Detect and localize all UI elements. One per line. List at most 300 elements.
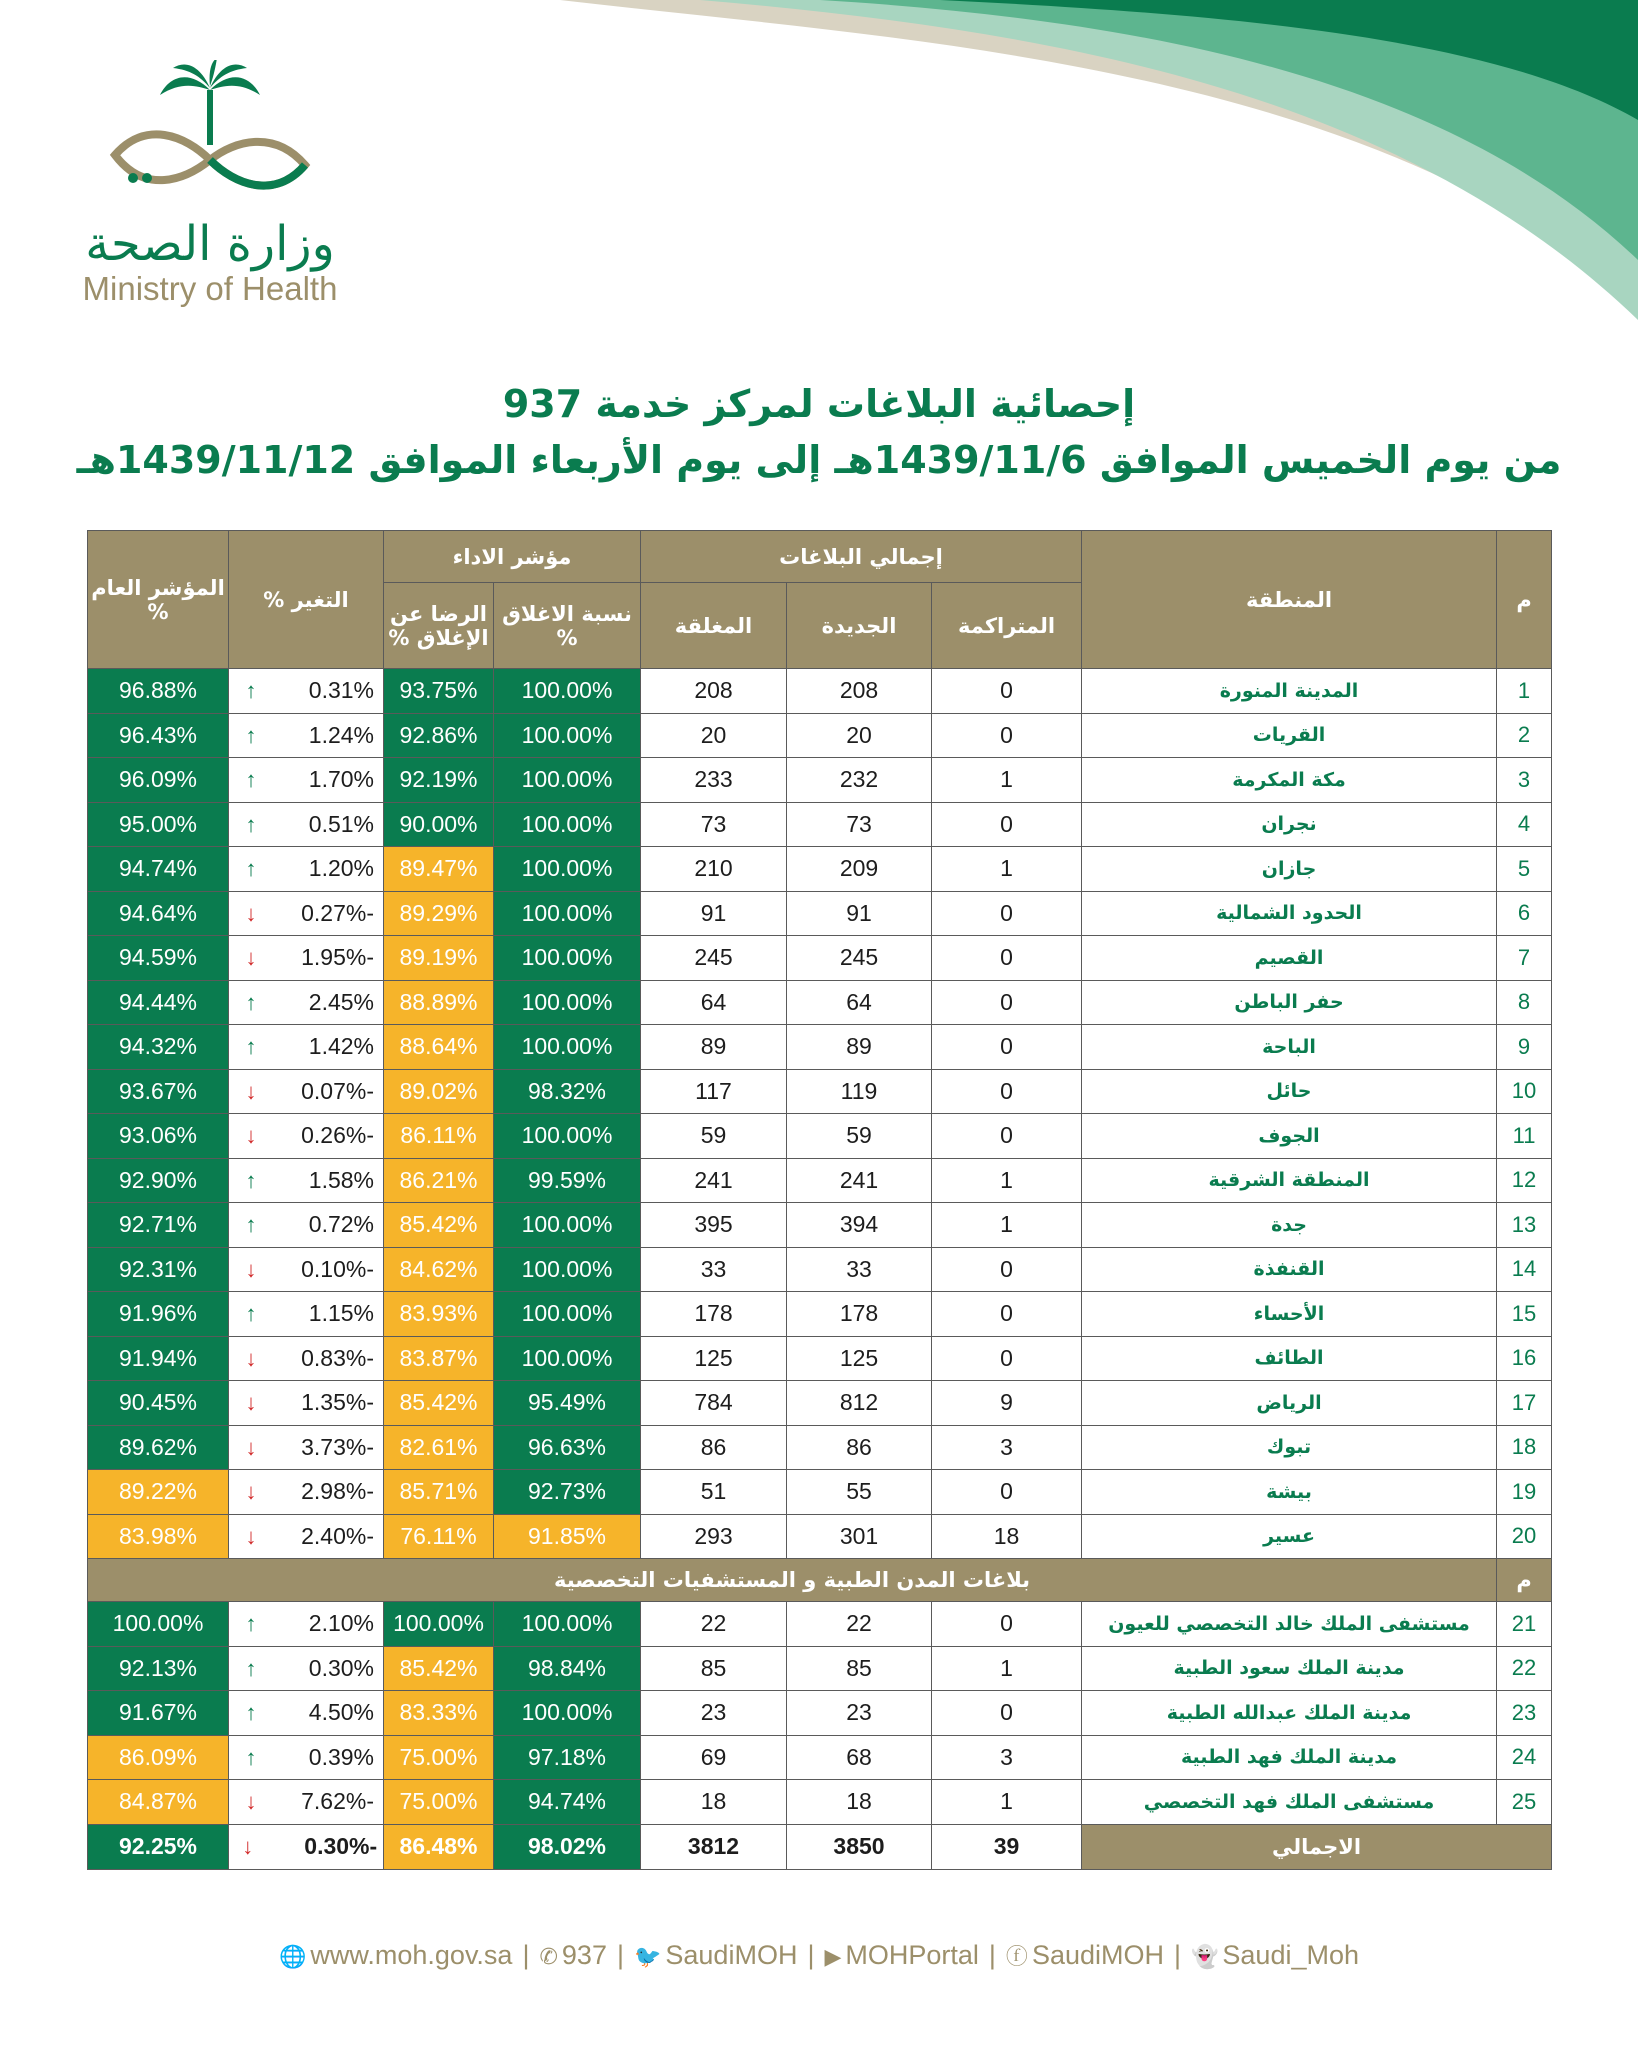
closing-rate: 95.49% [494, 1381, 641, 1426]
change-cell [229, 1425, 384, 1470]
general-index: 96.43% [88, 713, 229, 758]
closed-count: 51 [641, 1470, 787, 1515]
closing-rate: 94.74% [494, 1780, 641, 1825]
change-value: -0.83% [301, 1344, 374, 1371]
general-index: 94.59% [88, 936, 229, 981]
accumulated-count: 0 [932, 1336, 1082, 1381]
closed-count: 86 [641, 1425, 787, 1470]
change-cell [229, 1735, 384, 1780]
general-index: 89.62% [88, 1425, 229, 1470]
footer-link[interactable] [824, 1940, 978, 1970]
table-row [88, 1735, 1552, 1780]
closing-rate: 100.00% [494, 1336, 641, 1381]
report-title [60, 378, 1578, 490]
logo-english-text: Ministry of Health [82, 270, 338, 307]
region-name: جدة [1082, 1203, 1497, 1248]
row-index: 7 [1497, 936, 1552, 981]
region-name: حائل [1082, 1069, 1497, 1114]
satisfaction-rate: 85.42% [384, 1646, 494, 1691]
region-name: حفر الباطن [1082, 980, 1497, 1025]
row-index: 16 [1497, 1336, 1552, 1381]
general-index: 95.00% [88, 802, 229, 847]
change-value: 1.24% [308, 721, 374, 748]
general-index: 100.00% [88, 1602, 229, 1647]
region-name: تبوك [1082, 1425, 1497, 1470]
satisfaction-rate: 92.19% [384, 758, 494, 803]
table-row [88, 891, 1552, 936]
new-count: 91 [787, 891, 932, 936]
change-value: -2.40% [301, 1522, 374, 1549]
accumulated-count: 0 [932, 713, 1082, 758]
separator: | [807, 1940, 815, 1970]
satisfaction-rate: 83.87% [384, 1336, 494, 1381]
region-name: مستشفى الملك خالد التخصصي للعيون [1082, 1602, 1497, 1647]
section-title: بلاغات المدن الطبية و المستشفيات التخصصية [88, 1559, 1497, 1602]
title-line-1: إحصائية البلاغات لمركز خدمة 937 [502, 382, 1136, 426]
table-row [88, 669, 1552, 714]
new-count: 85 [787, 1646, 932, 1691]
footer-link[interactable] [634, 1940, 797, 1970]
arrow-up-icon: ↑ [245, 1611, 257, 1637]
general-index: 93.67% [88, 1069, 229, 1114]
change-value: -0.30% [304, 1833, 378, 1859]
arrow-icon: ↓ [242, 1834, 254, 1859]
closing-rate: 92.73% [494, 1470, 641, 1515]
table-row [88, 936, 1552, 981]
general-index: 94.44% [88, 980, 229, 1025]
table-row [88, 1425, 1552, 1470]
closed-count: 22 [641, 1602, 787, 1647]
section-row [88, 1559, 1552, 1602]
accumulated-count: 9 [932, 1381, 1082, 1426]
general-index: 94.32% [88, 1025, 229, 1070]
closing-rate: 99.59% [494, 1158, 641, 1203]
change-cell [229, 1158, 384, 1203]
row-index: 18 [1497, 1425, 1552, 1470]
change-cell [229, 1247, 384, 1292]
change-cell [229, 891, 384, 936]
row-index: 24 [1497, 1735, 1552, 1780]
satisfaction-rate: 75.00% [384, 1735, 494, 1780]
region-name: عسير [1082, 1514, 1497, 1559]
region-name: المنطقة الشرقية [1082, 1158, 1497, 1203]
satisfaction-rate: 84.62% [384, 1247, 494, 1292]
closing-rate: 100.00% [494, 1602, 641, 1647]
region-name: القصيم [1082, 936, 1497, 981]
general-index: 91.96% [88, 1292, 229, 1337]
change-value: 1.42% [308, 1033, 374, 1060]
header-new: الجديدة [787, 583, 932, 669]
closed-count: 23 [641, 1691, 787, 1736]
row-index: 17 [1497, 1381, 1552, 1426]
change-cell [229, 713, 384, 758]
closed-count: 91 [641, 891, 787, 936]
arrow-up-icon: ↑ [245, 1655, 257, 1681]
region-name: مكة المكرمة [1082, 758, 1497, 803]
change-cell [229, 758, 384, 803]
new-count: 178 [787, 1292, 932, 1337]
satisfaction-rate: 76.11% [384, 1514, 494, 1559]
header-satisfaction: الرضا عن الإغلاق % [384, 583, 494, 669]
region-name: مدينة الملك عبدالله الطبية [1082, 1691, 1497, 1736]
arrow-up-icon: ↑ [245, 1700, 257, 1726]
satisfaction-rate: 88.89% [384, 980, 494, 1025]
closed-count: 85 [641, 1646, 787, 1691]
row-index: 23 [1497, 1691, 1552, 1736]
table-row [88, 1691, 1552, 1736]
region-name: القنفذة [1082, 1247, 1497, 1292]
arrow-up-icon: ↑ [245, 811, 257, 837]
arrow-down-icon: ↓ [245, 1390, 257, 1416]
region-name: الطائف [1082, 1336, 1497, 1381]
change-cell [229, 1780, 384, 1825]
table-row [88, 980, 1552, 1025]
snapchat-icon: 👻 [1191, 1944, 1219, 1969]
change-value: -1.35% [301, 1389, 374, 1416]
closed-count: 59 [641, 1114, 787, 1159]
table-row [88, 1292, 1552, 1337]
new-count: 245 [787, 936, 932, 981]
arrow-down-icon: ↓ [245, 1789, 257, 1815]
new-count: 18 [787, 1780, 932, 1825]
change-value: -0.27% [301, 899, 374, 926]
row-index: 21 [1497, 1602, 1552, 1647]
header-index: م [1497, 531, 1552, 669]
accumulated-count: 0 [932, 1602, 1082, 1647]
closed-count: 233 [641, 758, 787, 803]
accumulated-count: 1 [932, 758, 1082, 803]
satisfaction-rate: 85.71% [384, 1470, 494, 1515]
closed-count: 117 [641, 1069, 787, 1114]
new-count: 208 [787, 669, 932, 714]
arrow-up-icon: ↑ [245, 989, 257, 1015]
region-name: الأحساء [1082, 1292, 1497, 1337]
facebook-icon: ⓕ [1005, 1944, 1028, 1969]
general-index: 84.87% [88, 1780, 229, 1825]
total-accumulated: 39 [932, 1824, 1082, 1869]
closing-rate: 100.00% [494, 1691, 641, 1736]
accumulated-count: 0 [932, 1470, 1082, 1515]
closing-rate: 91.85% [494, 1514, 641, 1559]
row-index: 4 [1497, 802, 1552, 847]
ministry-logo [60, 60, 360, 330]
arrow-up-icon: ↑ [245, 856, 257, 882]
accumulated-count: 0 [932, 891, 1082, 936]
change-cell [229, 980, 384, 1025]
section-body [88, 1559, 1552, 1602]
header-change: التغير % [229, 531, 384, 669]
closed-count: 69 [641, 1735, 787, 1780]
table-row [88, 713, 1552, 758]
table-row [88, 1514, 1552, 1559]
accumulated-count: 0 [932, 802, 1082, 847]
table-row [88, 758, 1552, 803]
total-change [229, 1824, 384, 1869]
closing-rate: 100.00% [494, 758, 641, 803]
general-index: 96.09% [88, 758, 229, 803]
arrow-up-icon: ↑ [245, 1167, 257, 1193]
change-value: 0.39% [308, 1743, 374, 1770]
satisfaction-rate: 89.47% [384, 847, 494, 892]
arrow-up-icon: ↑ [245, 1744, 257, 1770]
satisfaction-rate: 89.29% [384, 891, 494, 936]
row-index: 15 [1497, 1292, 1552, 1337]
accumulated-count: 18 [932, 1514, 1082, 1559]
closed-count: 73 [641, 802, 787, 847]
footer-link-text: MOHPortal [845, 1940, 979, 1970]
change-cell [229, 1203, 384, 1248]
change-cell [229, 1602, 384, 1647]
row-index: 25 [1497, 1780, 1552, 1825]
accumulated-count: 0 [932, 980, 1082, 1025]
general-index: 94.64% [88, 891, 229, 936]
change-value: 2.45% [308, 988, 374, 1015]
closed-count: 64 [641, 980, 787, 1025]
accumulated-count: 0 [932, 1114, 1082, 1159]
accumulated-count: 0 [932, 1691, 1082, 1736]
general-index: 94.74% [88, 847, 229, 892]
table-row [88, 847, 1552, 892]
satisfaction-rate: 92.86% [384, 713, 494, 758]
change-cell [229, 1114, 384, 1159]
arrow-up-icon: ↑ [245, 767, 257, 793]
total-closing-rate: 98.02% [494, 1824, 641, 1869]
footer-link-text: 937 [561, 1940, 607, 1970]
new-count: 20 [787, 713, 932, 758]
closed-count: 89 [641, 1025, 787, 1070]
row-index: 6 [1497, 891, 1552, 936]
new-count: 86 [787, 1425, 932, 1470]
table-row [88, 1780, 1552, 1825]
hospitals-body [88, 1602, 1552, 1825]
closed-count: 18 [641, 1780, 787, 1825]
table-row [88, 1336, 1552, 1381]
total-satisfaction: 86.48% [384, 1824, 494, 1869]
change-value: -7.62% [301, 1788, 374, 1815]
general-index: 86.09% [88, 1735, 229, 1780]
change-value: -1.95% [301, 944, 374, 971]
row-index: 22 [1497, 1646, 1552, 1691]
change-cell [229, 1691, 384, 1736]
change-cell [229, 1292, 384, 1337]
table-row [88, 1646, 1552, 1691]
footer-link-text: www.moh.gov.sa [310, 1940, 513, 1970]
separator: | [616, 1940, 624, 1970]
table-row [88, 1203, 1552, 1248]
closing-rate: 98.32% [494, 1069, 641, 1114]
globe-icon: 🌐 [278, 1944, 307, 1969]
change-value: -0.26% [301, 1122, 374, 1149]
closed-count: 241 [641, 1158, 787, 1203]
total-new: 3850 [787, 1824, 932, 1869]
change-value: 1.70% [308, 766, 374, 793]
table-row [88, 802, 1552, 847]
closed-count: 210 [641, 847, 787, 892]
new-count: 232 [787, 758, 932, 803]
change-value: 0.30% [308, 1654, 374, 1681]
total-row [88, 1824, 1552, 1869]
new-count: 59 [787, 1114, 932, 1159]
change-cell [229, 847, 384, 892]
closed-count: 125 [641, 1336, 787, 1381]
closed-count: 20 [641, 713, 787, 758]
header-general-index: المؤشر العام % [88, 531, 229, 669]
closing-rate: 100.00% [494, 1247, 641, 1292]
region-name: القريات [1082, 713, 1497, 758]
accumulated-count: 0 [932, 669, 1082, 714]
row-index: 11 [1497, 1114, 1552, 1159]
new-count: 33 [787, 1247, 932, 1292]
satisfaction-rate: 83.93% [384, 1292, 494, 1337]
general-index: 89.22% [88, 1470, 229, 1515]
closing-rate: 100.00% [494, 847, 641, 892]
general-index: 92.13% [88, 1646, 229, 1691]
table-row [88, 1025, 1552, 1070]
closing-rate: 100.00% [494, 669, 641, 714]
accumulated-count: 0 [932, 1292, 1082, 1337]
change-value: 0.31% [308, 677, 374, 704]
palm-and-ribbon-icon [95, 60, 325, 210]
change-cell [229, 1646, 384, 1691]
closing-rate: 97.18% [494, 1735, 641, 1780]
closing-rate: 100.00% [494, 980, 641, 1025]
accumulated-count: 1 [932, 1646, 1082, 1691]
footer-link[interactable] [1006, 1940, 1164, 1970]
new-count: 89 [787, 1025, 932, 1070]
satisfaction-rate: 93.75% [384, 669, 494, 714]
general-index: 92.31% [88, 1247, 229, 1292]
title-line-2: من يوم الخميس الموافق 1439/11/6هـ إلى يوم الأربعاء الموافق 1439/11/12هـ [76, 438, 1562, 482]
arrow-down-icon: ↓ [245, 900, 257, 926]
closed-count: 208 [641, 669, 787, 714]
separator: | [988, 1940, 996, 1970]
new-count: 119 [787, 1069, 932, 1114]
change-cell [229, 936, 384, 981]
region-name: المدينة المنورة [1082, 669, 1497, 714]
new-count: 301 [787, 1514, 932, 1559]
region-name: بيشة [1082, 1470, 1497, 1515]
new-count: 22 [787, 1602, 932, 1647]
row-index: 20 [1497, 1514, 1552, 1559]
change-value: 1.20% [308, 855, 374, 882]
region-name: مدينة الملك سعود الطبية [1082, 1646, 1497, 1691]
general-index: 92.90% [88, 1158, 229, 1203]
change-value: -2.98% [301, 1478, 374, 1505]
new-count: 64 [787, 980, 932, 1025]
closed-count: 33 [641, 1247, 787, 1292]
region-name: مدينة الملك فهد الطبية [1082, 1735, 1497, 1780]
table-row [88, 1470, 1552, 1515]
section-index: م [1497, 1559, 1552, 1602]
header-region: المنطقة [1082, 531, 1497, 669]
region-name: الجوف [1082, 1114, 1497, 1159]
row-index: 3 [1497, 758, 1552, 803]
accumulated-count: 1 [932, 1780, 1082, 1825]
table-row [88, 1114, 1552, 1159]
total-body [88, 1824, 1552, 1869]
change-value: -0.07% [301, 1077, 374, 1104]
arrow-up-icon: ↑ [245, 1212, 257, 1238]
satisfaction-rate: 75.00% [384, 1780, 494, 1825]
region-name: الحدود الشمالية [1082, 891, 1497, 936]
closed-count: 395 [641, 1203, 787, 1248]
total-general-index: 92.25% [88, 1824, 229, 1869]
footer-link[interactable] [539, 1940, 607, 1970]
footer-link[interactable] [279, 1940, 512, 1970]
closing-rate: 100.00% [494, 1025, 641, 1070]
change-cell [229, 1336, 384, 1381]
row-index: 9 [1497, 1025, 1552, 1070]
region-name: الباحة [1082, 1025, 1497, 1070]
satisfaction-rate: 89.02% [384, 1069, 494, 1114]
general-index: 90.45% [88, 1381, 229, 1426]
row-index: 2 [1497, 713, 1552, 758]
satisfaction-rate: 86.11% [384, 1114, 494, 1159]
row-index: 5 [1497, 847, 1552, 892]
new-count: 394 [787, 1203, 932, 1248]
region-name: نجران [1082, 802, 1497, 847]
arrow-up-icon: ↑ [245, 678, 257, 704]
header-totals-group: إجمالي البلاغات [641, 531, 1082, 583]
twitter-icon: 🐦 [633, 1944, 662, 1969]
arrow-up-icon: ↑ [245, 1034, 257, 1060]
change-cell [229, 802, 384, 847]
table-row [88, 1602, 1552, 1647]
change-cell [229, 1069, 384, 1114]
new-count: 241 [787, 1158, 932, 1203]
accumulated-count: 1 [932, 1158, 1082, 1203]
change-cell [229, 1025, 384, 1070]
regions-body [88, 669, 1552, 1559]
arrow-up-icon: ↑ [245, 722, 257, 748]
total-label: الاجمالي [1082, 1824, 1552, 1869]
logo-arabic-text: وزارة الصحة [85, 216, 335, 272]
region-name: مستشفى الملك فهد التخصصي [1082, 1780, 1497, 1825]
arrow-down-icon: ↓ [245, 1523, 257, 1549]
accumulated-count: 1 [932, 1203, 1082, 1248]
accumulated-count: 3 [932, 1735, 1082, 1780]
footer-link[interactable] [1191, 1940, 1359, 1970]
closing-rate: 100.00% [494, 1203, 641, 1248]
new-count: 812 [787, 1381, 932, 1426]
closing-rate: 100.00% [494, 713, 641, 758]
table-row [88, 1158, 1552, 1203]
closed-count: 293 [641, 1514, 787, 1559]
closed-count: 245 [641, 936, 787, 981]
satisfaction-rate: 85.42% [384, 1381, 494, 1426]
row-index: 19 [1497, 1470, 1552, 1515]
change-value: 4.50% [308, 1699, 374, 1726]
region-name: الرياض [1082, 1381, 1497, 1426]
satisfaction-rate: 82.61% [384, 1425, 494, 1470]
change-cell [229, 1470, 384, 1515]
table-row [88, 1069, 1552, 1114]
accumulated-count: 0 [932, 1025, 1082, 1070]
arrow-down-icon: ↓ [245, 1479, 257, 1505]
separator: | [1173, 1940, 1181, 1970]
satisfaction-rate: 89.19% [384, 936, 494, 981]
arrow-down-icon: ↓ [245, 1434, 257, 1460]
header-closed: المغلقة [641, 583, 787, 669]
new-count: 209 [787, 847, 932, 892]
change-value: 1.58% [308, 1166, 374, 1193]
statistics-table [87, 530, 1552, 1870]
satisfaction-rate: 100.00% [384, 1602, 494, 1647]
row-index: 14 [1497, 1247, 1552, 1292]
closing-rate: 96.63% [494, 1425, 641, 1470]
closing-rate: 100.00% [494, 1114, 641, 1159]
youtube-icon: ▶ [824, 1944, 842, 1969]
